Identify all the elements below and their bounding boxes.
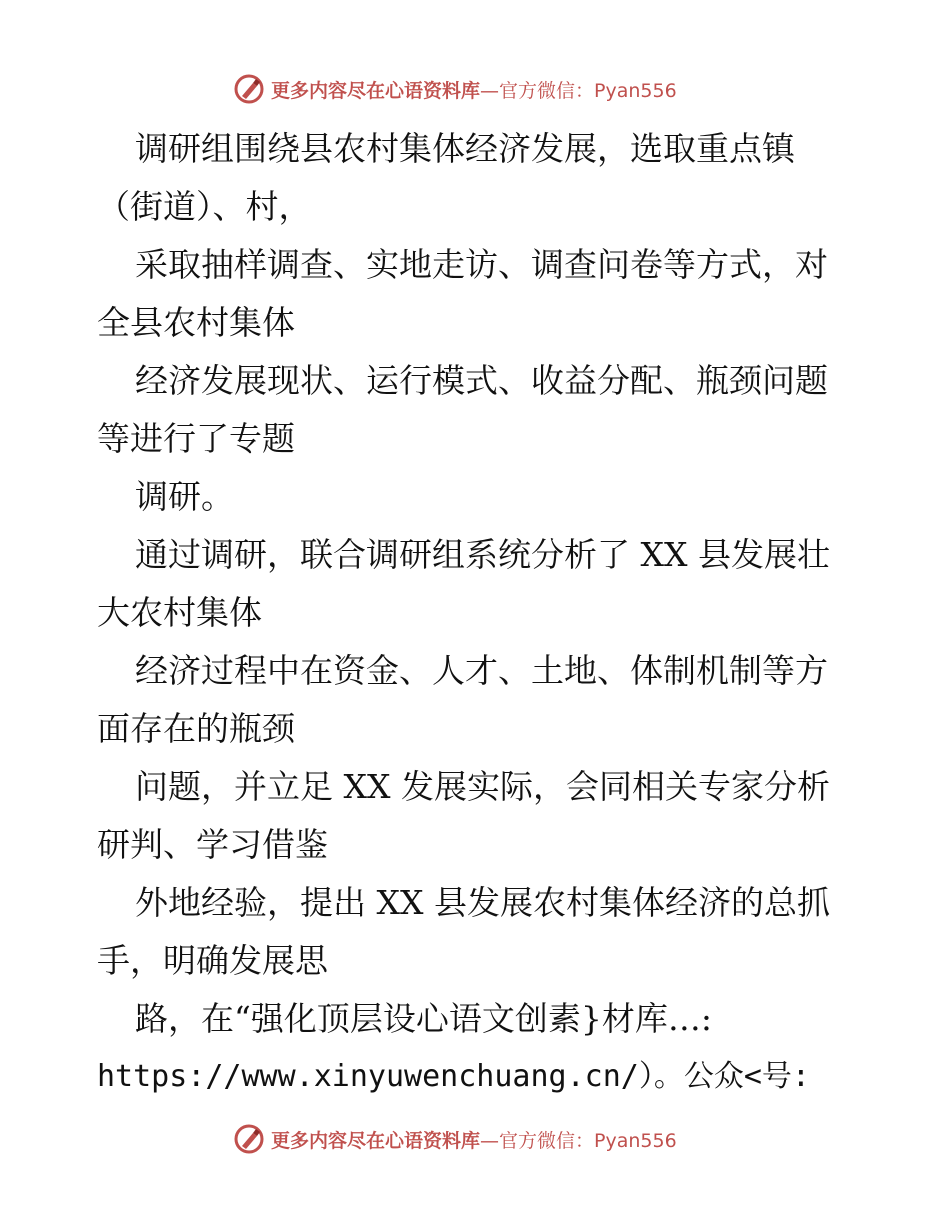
text-line: 问题，并立足 XX 发展实际，会同相关专家分析 <box>135 767 830 806</box>
header-watermark <box>233 72 733 106</box>
url-text-line[interactable]: https://www.xinyuwenchuang.cn/）。公众<号: <box>97 1059 810 1094</box>
pen-logo-icon <box>233 1123 265 1155</box>
watermark-title: 更多内容尽在心语资料库 <box>271 1129 481 1152</box>
text-line: 通过调研，联合调研组系统分析了 XX 县发展壮 <box>135 535 830 574</box>
text-line: 采取抽样调查、实地走访、调查问卷等方式，对 <box>135 245 828 284</box>
text-line: 大农村集体 <box>97 593 262 632</box>
watermark-title: 更多内容尽在心语资料库 <box>271 79 481 102</box>
footer-watermark <box>233 1122 733 1156</box>
body-text <box>97 120 857 1106</box>
text-line: 等进行了专题 <box>97 419 295 458</box>
text-line: 全县农村集体 <box>97 303 295 342</box>
text-line: 路，在“强化顶层设心语文创素}材库…: <box>135 999 712 1038</box>
text-line: 调研。 <box>135 477 234 516</box>
text-line: 手，明确发展思 <box>97 941 328 980</box>
pen-logo-icon <box>233 73 265 105</box>
text-line: （街道）、村， <box>97 187 312 226</box>
text-line: 调研组围绕县农村集体经济发展，选取重点镇 <box>135 129 795 168</box>
text-line: 外地经验，提出 XX 县发展农村集体经济的总抓 <box>135 883 830 922</box>
watermark-wechat: —官方微信：Pyan556 <box>480 1129 677 1152</box>
text-line: 经济发展现状、运行模式、收益分配、瓶颈问题 <box>135 361 828 400</box>
watermark-wechat: —官方微信：Pyan556 <box>480 79 677 102</box>
text-line: 经济过程中在资金、人才、土地、体制机制等方 <box>135 651 828 690</box>
text-line: 面存在的瓶颈 <box>97 709 295 748</box>
text-line: 研判、学习借鉴 <box>97 825 328 864</box>
